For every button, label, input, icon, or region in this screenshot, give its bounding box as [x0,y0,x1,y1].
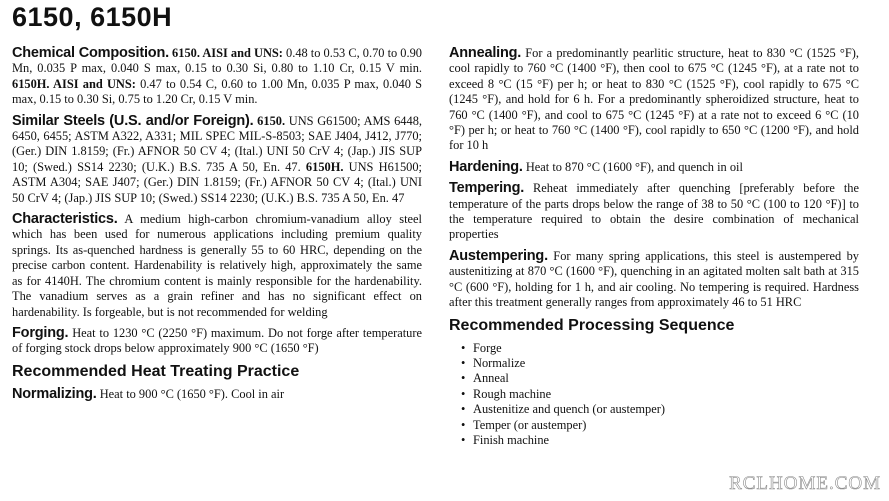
characteristics-text: A medium high-carbon chromium-vanadium alloy steel which has been used for numerous applications including premium quality springs. Its as-quenched hardness is generally 55 to 60 HRC, depending on the precise carbon content. Hardenability is relatively high, approximately the same as for 4140H. The chromium content is mainly responsible for the hardenability. The vanadium serves as a grain refiner and has no significant effect on hardenability. Is forgeable, but is not recommended for welding [12,212,422,319]
heat-treating-heading: Recommended Heat Treating Practice [12,362,300,380]
annealing-paragraph [449,46,859,154]
chemical-6150-text: 0.48 to 0.53 C, 0.70 to 0.90 Mn, 0.035 P max, 0.040 S max, 0.15 to 0.30 Si, 0.80 to 1.10 Cr, 0.15 V min. [12,46,422,76]
normalizing-paragraph [12,387,422,402]
list-item: • Temper (or austemper) [461,418,859,433]
hardening-paragraph [449,160,859,175]
chemical-6150h-label: 6150H. AISI and UNS: [12,76,136,91]
list-item: • Forge [461,341,859,356]
characteristics-heading: Characteristics. [12,211,118,228]
similar-steels-heading: Similar Steels (U.S. and/or Foreign). [12,112,254,129]
austempering-paragraph [449,249,859,311]
normalizing-text: Heat to 900 °C (1650 °F). Cool in air [96,386,285,401]
list-item: • Anneal [461,371,859,386]
left-column [12,46,422,408]
list-item: • Rough machine [461,387,859,402]
forging-text: Heat to 1230 °C (2250 °F) maximum. Do not forge after temperature of forging stock drops below approximately 900 °C (1650 °F) [12,325,422,356]
similar-6150-label: 6150. [257,113,286,128]
page-title: 6150, 6150H [12,2,173,32]
tempering-heading: Tempering. [449,180,525,197]
tempering-paragraph [449,181,859,243]
annealing-heading: Annealing. [449,45,522,61]
list-item: • Normalize [461,356,859,371]
similar-6150-text: UNS G61500; AMS 6448, 6450, 6455; ASTM A322, A331; MIL SPEC MIL-S-8503; SAE J404, J412, J770; (Ger.) DIN 1.8159; (Fr.) AFNOR 50 CV 4; (Ital.) UNI 50 CrV 4; (Jap.) JIS SUP 10; (Swed.) SS14 2230; (U.K.) B.S. 735 A 50, En. 47. [12,113,422,174]
hardening-text: Heat to 870 °C (1600 °F), and quench in oil [522,159,743,174]
forging-paragraph [12,326,422,357]
right-column [449,46,859,448]
chemical-6150h-text: 0.47 to 0.54 C, 0.60 to 1.00 Mn, 0.035 P max, 0.040 S max, 0.15 to 0.30 Si, 0.75 to 1.20 Cr, 0.15 V min. [12,76,423,107]
tempering-text: Reheat immediately after quenching [preferably before the temperature of the parts drops below the range of 38 to 50 °C (100 to 120 °F)] to the temperature required to obtain the desire combination of mechanical properties [449,181,859,242]
hardening-heading: Hardening. [449,158,523,175]
similar-6150h-label: 6150H. [305,159,344,174]
processing-sequence-heading: Recommended Processing Sequence [449,316,735,334]
similar-steels-paragraph [12,114,422,206]
watermark: RCLHOME.COM [729,473,881,494]
normalizing-heading: Normalizing. [12,385,97,402]
list-item: • Finish machine [461,433,859,448]
list-item: • Austenitize and quench (or austemper) [461,402,859,417]
annealing-text: For a predominantly pearlitic structure, heat to 830 °C (1525 °F), cool rapidly to 760 °C (1400 °F), then cool to 675 °C (1245 °F), at a rate not to exceed 8 °C (15 °F) per h; or heat to 830 °C (1525 °F), cool rapidly to 675 °C (1245 °F), and hold for 6 h. For a predominantly spheroidized structure, heat to 760 °C (1400 °F), and cool to 675 °C (1245 °F) at a rate not to exceed 6 °C (10 °F) per h; or heat to 760 °C (1400 °F), cool rapidly to 650 °C (1200 °F), and hold for 10 h [449,46,859,153]
processing-steps-list [449,341,859,449]
characteristics-paragraph [12,212,422,320]
chemical-composition-paragraph [12,46,422,108]
austempering-heading: Austempering. [449,247,548,264]
chemical-6150-label: 6150. AISI and UNS: [172,46,283,60]
similar-6150h-text: UNS H61500; ASTM A304; SAE J407; (Ger.) DIN 1.8159; (Fr.) AFNOR 50 CV 4; (Ital.) UNI 50 CrV 4; (Jap.) JIS SUP 10; (Swed.) SS14 2230; (U.K.) B.S. 735 A 50, En. 47 [12,159,422,205]
austempering-text: For many spring applications, this steel is austempered by austenitizing at 870 °C (1600 °F), quenching in an agitated molten salt bath at 315 °C (600 °F), holding for 1 h, and air cooling. No tempering is required. Hardness after this treatment generally ranges from approximately 46 to 51 HRC [449,248,859,310]
forging-heading: Forging. [12,324,69,341]
chemical-composition-heading: Chemical Composition. [12,45,169,61]
